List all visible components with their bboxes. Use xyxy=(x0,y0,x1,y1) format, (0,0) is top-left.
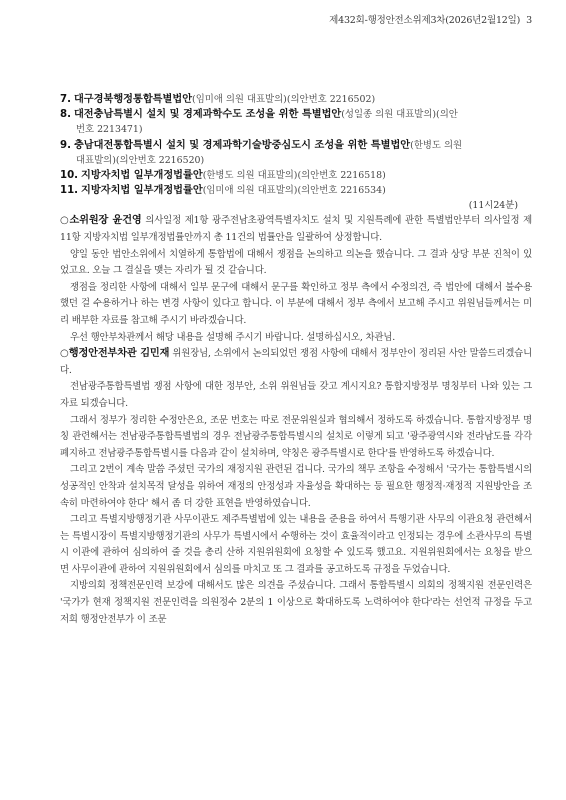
speaker-block-chair xyxy=(60,213,532,246)
agenda-detail: (임미애 의원 대표발의)(의안번호 2216534) xyxy=(202,185,386,197)
agenda-detail: (한병도 의원 대표발의)(의안번호 2216518) xyxy=(202,170,386,182)
agenda-detail: (성일종 의원 대표발의)(의안 xyxy=(341,109,458,121)
agenda-number: 7. xyxy=(60,94,71,105)
speech-text: 의사일정 제1항 광주전남초광역특별자치도 설치 및 지원특례에 관한 특별법안부터 의사일정 제11항 지방자치법 일부개정법률안까지 총 11건의 법률안을 일괄하여 상정합니다. xyxy=(60,215,533,244)
speech-text: 위원장님, 소위에서 논의되었던 쟁점 사항에 대해서 정부안이 정리된 사안 말씀드리겠습니다. xyxy=(60,348,532,376)
page-number: 3 xyxy=(526,15,532,26)
agenda-item-11 xyxy=(60,183,532,198)
agenda-item-8 xyxy=(60,107,532,137)
header-session: 제432회-행정안전소위제3차(2026년2월12일) xyxy=(329,15,521,26)
paragraph: 쟁점을 정리한 사항에 대해서 일부 문구에 대해서 문구를 확인하고 정부 측에서 수정의견, 즉 법안에 대해서 불수용했던 걸 수용하거나 하는 변경 사항이 있다고 합니다. 이 부분에 대해서 정부 측에서 보고해 주시고 위원님들께서는 미리 배부한 자료를 참고해 주시기 바라겠습니다. xyxy=(60,281,532,326)
agenda-title: 대구경북행정통합특별법안 xyxy=(73,94,193,105)
agenda-title: 충남대전통합특별시 설치 및 경제과학기술방중심도시 조성을 위한 특별법안 xyxy=(73,139,411,151)
agenda-list xyxy=(60,92,532,198)
agenda-title: 지방자치법 일부개정법률안 xyxy=(81,170,203,182)
agenda-title: 대전충남특별시 설치 및 경제과학수도 조성을 위한 특별법안 xyxy=(73,109,342,121)
agenda-detail: (한병도 의원 xyxy=(410,139,463,151)
speaker-name: 행정안전부차관 김민재 xyxy=(68,348,170,360)
speaker-name: 소위원장 윤건영 xyxy=(69,215,142,227)
agenda-item-9 xyxy=(60,138,532,168)
paragraph: 우선 행안부차관께서 해당 내용을 설명해 주시기 바랍니다. 설명하십시오, 차관님. xyxy=(70,331,396,343)
agenda-detail-cont: 대표발의)(의안번호 2216520) xyxy=(76,154,205,166)
speaker-marker: ○ xyxy=(60,348,69,360)
speaker-block-vice-minister xyxy=(60,346,532,379)
paragraph: 양일 동안 법안소위에서 치열하게 통합법에 대해서 쟁점을 논의하고 의논을 했습니다. 그 결과 상당 부분 진척이 있었고요. 오늘 그 결실을 맺는 자리가 될 것 같습니다. xyxy=(60,248,532,277)
time-stamp: (11시24분) xyxy=(468,200,518,212)
paragraph: 그리고 특별지방행정기관 사무이관도 제주특별법에 있는 내용을 준용을 하여서 특행기관 사무의 이관요청 관련해서는 특별시장이 특별지방행정기관의 사무가 특별시에서 수행하는 것이 효율적이라고 인정되는 경우에 소관사무의 특별시 이관에 관하여 심의하여 줄 것을 총리 산하 지원위원회에 요청할 수 있도록 했고요. 지원위원회에서는 요청을 받으면 사무이관에 관하여 지원위원회에서 심의를 마치고 또 그 결과를 공고하도록 규정을 두었습니다. xyxy=(60,514,532,575)
page-header xyxy=(329,12,532,26)
agenda-number: 8. xyxy=(60,109,71,121)
agenda-title: 지방자치법 일부개정법률안 xyxy=(81,185,203,197)
agenda-detail: (임미애 의원 대표발의)(의안번호 2216502) xyxy=(192,94,376,105)
paragraph: 전남광주통합특별법 쟁점 사항에 대한 정부안, 소위 위원님들 갖고 계시지요? 통합지방정부 명칭부터 나와 있는 그 자료 되겠습니다. xyxy=(60,381,532,409)
paragraph: 그리고 2번이 계속 말씀 주셨던 국가의 재정지원 관련된 겁니다. 국가의 책무 조항을 수정해서 '국가는 통합특별시의 성공적인 안착과 설치목적 달성을 위하여 재정의 안정성과 자율성을 확대하는 등 필요한 행정적·재정적 지원방안을 조속히 마련하여야 한다' 해서 좀 더 강한 표현을 반영하였습니다. xyxy=(60,464,532,509)
agenda-number: 9. xyxy=(60,139,71,151)
agenda-number: 10. xyxy=(60,170,79,182)
agenda-number: 11. xyxy=(60,185,79,197)
agenda-item-10 xyxy=(60,168,532,183)
agenda-detail-cont: 번호 2213471) xyxy=(76,124,143,136)
paragraph: 그래서 정부가 정리한 수정안은요, 조문 번호는 따로 전문위원실과 협의해서 정하도록 하겠습니다. 통합지방정부 명칭 관련해서는 전남광주통합특별법의 경우 전남광주통합특별시의 설치로 이렇게 되고 '광주광역시와 전라남도를 각각 폐지하고 전남광주통합특별시를 다음과 같이 설치하며, 약칭은 광주특별시로 한다'를 반영하도록 하겠습니다. xyxy=(60,414,532,459)
document-body xyxy=(60,92,532,628)
speaker-marker: ○ xyxy=(60,215,70,227)
agenda-item-7 xyxy=(60,92,532,107)
paragraph: 지방의회 정책전문인력 보강에 대해서도 많은 의견을 주셨습니다. 그래서 통합특별시 의회의 정책지원 전문인력은 '국가가 현재 정책지원 전문인력을 의원정수 2분의 1 이상으로 확대하도록 노력하여야 한다'라는 선언적 규정을 두고 저희 행정안전부가 이 조문 xyxy=(60,580,532,625)
